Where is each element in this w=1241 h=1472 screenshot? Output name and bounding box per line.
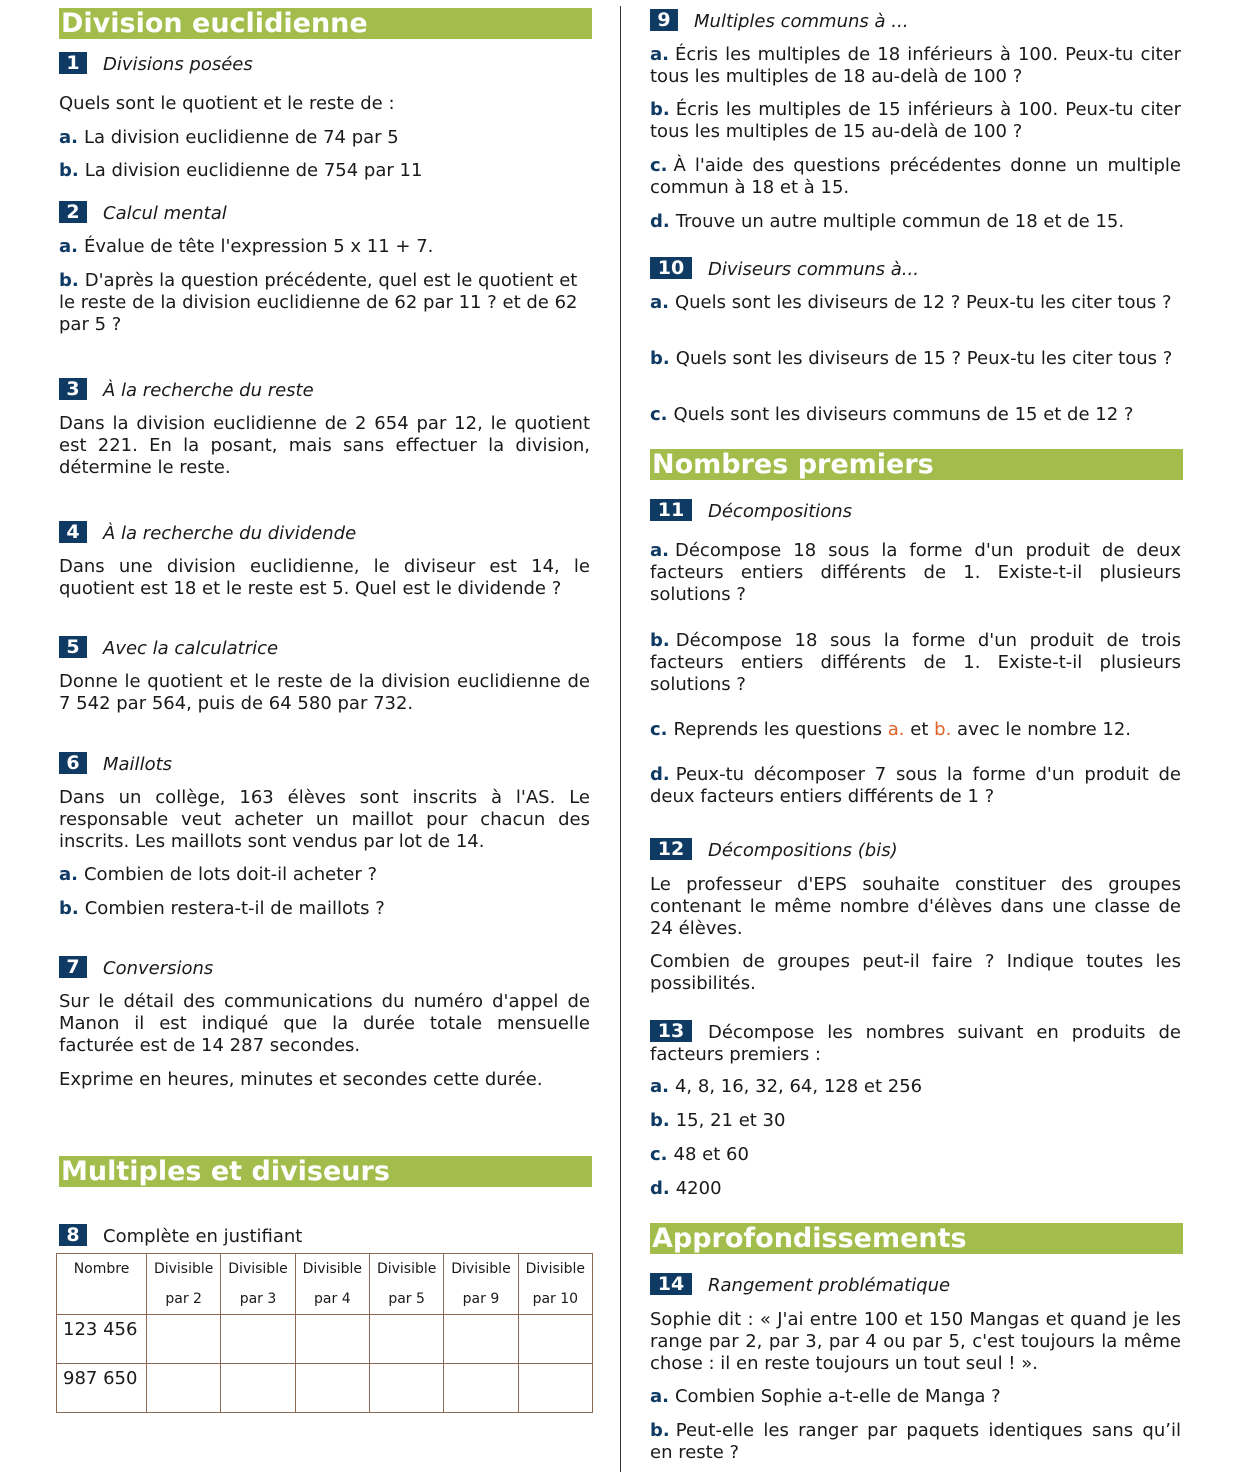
exercise-13-question-d — [650, 1178, 1181, 1200]
exercise-title: Diviseurs communs à... — [708, 259, 919, 280]
exercise-title: Décompositions (bis) — [708, 840, 898, 861]
question-label: a. — [650, 44, 669, 65]
exercise-14-question-a — [650, 1386, 1181, 1408]
exercise-13-question-a — [650, 1076, 1181, 1098]
table-header-row — [57, 1254, 593, 1315]
question-label: b. — [59, 270, 79, 291]
exercise-4-text: Dans une division euclidienne, le diviseur est 14, le quotient est 18 et le reste est 5. Quel est le dividende ? — [59, 556, 590, 599]
exercise-10-question-c — [650, 404, 1181, 426]
table-cell-number: 123 456 — [57, 1315, 147, 1364]
table-header-cell — [369, 1254, 443, 1315]
question-label: c. — [650, 155, 668, 176]
question-text: Peut-elle les ranger par paquets identiques sans qu’il en reste ? — [650, 1420, 1181, 1463]
exercise-title: Multiples communs à ... — [694, 11, 909, 32]
exercise-number: 13 — [650, 1020, 692, 1042]
exercise-11-question-a — [650, 540, 1181, 606]
table-cell-answer[interactable] — [369, 1315, 443, 1364]
table-row — [57, 1364, 593, 1413]
exercise-9-question-c — [650, 155, 1181, 199]
section-title-multiples: Multiples et diviseurs — [59, 1156, 592, 1187]
question-label: b. — [59, 160, 79, 181]
table-cell-answer[interactable] — [444, 1315, 518, 1364]
header-line-2: par 10 — [532, 1291, 579, 1307]
question-label: b. — [650, 630, 670, 651]
exercise-11-question-c — [650, 719, 1181, 741]
exercise-14-text: Sophie dit : « J'ai entre 100 et 150 Mangas et quand je les range par 2, par 3, par 4 ou par 5, c'est toujours la même chose : il en reste toujours un tout seul ! ». — [650, 1309, 1181, 1374]
exercise-14-question-b — [650, 1420, 1181, 1464]
table-cell-answer[interactable] — [518, 1364, 592, 1413]
question-label: b. — [650, 1110, 670, 1131]
exercise-number: 1 — [59, 52, 87, 74]
question-label: d. — [650, 764, 670, 785]
question-label: d. — [650, 211, 670, 232]
question-text: Trouve un autre multiple commun de 18 et de 15. — [675, 211, 1125, 232]
exercise-title: Complète en justifiant — [103, 1226, 303, 1247]
divisibility-table — [56, 1253, 593, 1413]
exercise-9-question-b — [650, 99, 1181, 143]
exercise-5-header — [59, 636, 590, 661]
question-text: Quels sont les diviseurs de 15 ? Peux-tu les citer tous ? — [675, 348, 1173, 369]
exercise-9-question-a — [650, 44, 1181, 88]
exercise-number: 4 — [59, 521, 87, 543]
question-text: Écris les multiples de 15 inférieurs à 100. Peux-tu citer tous les multiples de 15 au-delà de 100 ? — [650, 99, 1181, 142]
exercise-number: 11 — [650, 499, 692, 521]
table-cell-answer[interactable] — [369, 1364, 443, 1413]
exercise-9-question-d — [650, 211, 1181, 233]
column-divider — [620, 6, 621, 1472]
exercise-11-header — [650, 499, 1181, 524]
exercise-6-header — [59, 752, 590, 777]
table-cell-answer[interactable] — [147, 1364, 221, 1413]
table-cell-answer[interactable] — [147, 1315, 221, 1364]
exercise-1-question-a — [59, 127, 590, 149]
table-header-nombre: Nombre — [57, 1254, 147, 1315]
exercise-title: Maillots — [103, 754, 173, 775]
question-text: Reprends les questions — [673, 719, 883, 740]
exercise-6-question-a — [59, 864, 590, 886]
question-text: La division euclidienne de 74 par 5 — [83, 127, 399, 148]
table-cell-answer[interactable] — [221, 1364, 295, 1413]
question-label: b. — [650, 1420, 670, 1441]
question-label: a. — [650, 292, 669, 313]
question-label: c. — [650, 719, 668, 740]
question-text: À l'aide des questions précédentes donne un multiple commun à 18 et à 15. — [650, 155, 1181, 198]
exercise-number: 9 — [650, 9, 678, 31]
section-title-approfondissements: Approfondissements — [650, 1223, 1183, 1254]
table-cell-answer[interactable] — [295, 1364, 369, 1413]
exercise-2-header — [59, 201, 590, 226]
exercise-number: 2 — [59, 201, 87, 223]
exercise-5-text: Donne le quotient et le reste de la division euclidienne de 7 542 par 564, puis de 64 580 par 732. — [59, 671, 590, 714]
question-text: D'après la question précédente, quel est le quotient et le reste de la division euclidienne de 62 par 11 ? et de 62 par 5 ? — [59, 270, 578, 335]
exercise-11-question-b — [650, 630, 1181, 696]
exercise-number: 8 — [59, 1224, 87, 1246]
exercise-2-question-a — [59, 236, 590, 258]
exercise-10-question-b — [650, 348, 1181, 370]
question-text: Écris les multiples de 18 inférieurs à 100. Peux-tu citer tous les multiples de 18 au-delà de 100 ? — [650, 44, 1181, 87]
exercise-title: Rangement problématique — [708, 1275, 951, 1296]
exercise-12-text-2: Combien de groupes peut-il faire ? Indique toutes les possibilités. — [650, 951, 1181, 994]
exercise-13-text — [650, 1020, 1181, 1066]
question-text: Quels sont les diviseurs communs de 15 et de 12 ? — [673, 404, 1134, 425]
header-line-1: Divisible — [302, 1261, 363, 1277]
header-line-1: Divisible — [153, 1261, 214, 1277]
table-cell-number: 987 650 — [57, 1364, 147, 1413]
exercise-title: À la recherche du reste — [103, 380, 314, 401]
exercise-title: Décompositions — [708, 501, 853, 522]
question-text: avec le nombre 12. — [957, 719, 1132, 740]
table-header-cell — [444, 1254, 518, 1315]
exercise-7-text-2: Exprime en heures, minutes et secondes cette durée. — [59, 1069, 543, 1090]
exercise-1-question-b — [59, 160, 590, 182]
exercise-13-question-b — [650, 1110, 1181, 1132]
question-label: c. — [650, 1144, 668, 1165]
question-label: a. — [59, 864, 78, 885]
question-text: Évalue de tête l'expression 5 x 11 + 7. — [83, 236, 434, 257]
table-header-cell — [295, 1254, 369, 1315]
question-text: La division euclidienne de 754 par 11 — [84, 160, 423, 181]
exercise-8-header — [59, 1224, 590, 1249]
exercise-number: 6 — [59, 752, 87, 774]
table-cell-answer[interactable] — [295, 1315, 369, 1364]
section-title-premiers: Nombres premiers — [650, 449, 1183, 480]
exercise-2-question-b — [59, 270, 590, 336]
question-text: Combien restera-t-il de maillots ? — [84, 898, 385, 919]
exercise-7-header — [59, 956, 590, 981]
header-line-2: par 2 — [165, 1291, 202, 1307]
header-line-1: Divisible — [451, 1261, 511, 1277]
question-text: Combien de lots doit-il acheter ? — [83, 864, 378, 885]
question-label: c. — [650, 404, 668, 425]
header-line-2: par 4 — [314, 1291, 351, 1307]
question-text: Décompose 18 sous la forme d'un produit de deux facteurs entiers différents de 1. Existe-t-il plusieurs solutions ? — [650, 540, 1181, 605]
exercise-9-header — [650, 9, 1181, 34]
exercise-number: 7 — [59, 956, 87, 978]
header-line-1: Divisible — [376, 1261, 437, 1277]
header-line-2: par 3 — [239, 1291, 277, 1307]
question-label: a. — [650, 540, 669, 561]
header-line-1: Divisible — [525, 1261, 586, 1277]
exercise-3-header — [59, 378, 590, 403]
exercise-number: 10 — [650, 257, 692, 279]
question-text: 48 et 60 — [673, 1144, 749, 1165]
header-line-1: Divisible — [228, 1261, 288, 1277]
table-cell-answer[interactable] — [518, 1315, 592, 1364]
exercise-14-header — [650, 1273, 1181, 1298]
question-label: b. — [650, 99, 670, 120]
question-label: b. — [59, 898, 79, 919]
question-label: a. — [59, 236, 78, 257]
question-text: Peux-tu décomposer 7 sous la forme d'un produit de deux facteurs entiers différents de 1 ? — [650, 764, 1181, 807]
exercise-10-header — [650, 257, 1181, 282]
question-label: b. — [650, 348, 670, 369]
question-text: et — [910, 719, 929, 740]
question-label: a. — [650, 1386, 669, 1407]
question-label: a. — [650, 1076, 669, 1097]
exercise-11-question-d — [650, 764, 1181, 808]
exercise-6-text: Dans un collège, 163 élèves sont inscrits à l'AS. Le responsable veut acheter un maillot pour chacun des inscrits. Les maillots sont vendus par lot de 14. — [59, 787, 590, 852]
question-text: Décompose 18 sous la forme d'un produit de trois facteurs entiers différents de 1. Existe-t-il plusieurs solutions ? — [650, 630, 1181, 695]
question-label: d. — [650, 1178, 670, 1199]
exercise-1-intro: Quels sont le quotient et le reste de : — [59, 93, 395, 114]
exercise-4-header — [59, 521, 590, 546]
table-row — [57, 1315, 593, 1364]
question-label: a. — [59, 127, 78, 148]
table-cell-answer[interactable] — [444, 1364, 518, 1413]
exercise-12-text: Le professeur d'EPS souhaite constituer des groupes contenant le même nombre d'élèves dans une classe de 24 élèves. — [650, 874, 1181, 939]
table-header-cell — [147, 1254, 221, 1315]
exercise-13-question-c — [650, 1144, 1181, 1166]
table-header-cell — [518, 1254, 592, 1315]
question-reference-a: a. — [887, 719, 905, 740]
exercise-10-question-a — [650, 292, 1181, 314]
exercise-title: Divisions posées — [103, 54, 253, 75]
question-reference-b: b. — [934, 719, 952, 740]
table-header-cell — [221, 1254, 295, 1315]
exercise-3-text: Dans la division euclidienne de 2 654 par 12, le quotient est 221. En la posant, mais sans effectuer la division, détermine le reste. — [59, 413, 590, 478]
question-text: Combien Sophie a-t-elle de Manga ? — [674, 1386, 1001, 1407]
question-text: 4200 — [675, 1178, 722, 1199]
question-text: Quels sont les diviseurs de 12 ? Peux-tu les citer tous ? — [674, 292, 1172, 313]
exercise-statement: Décompose les nombres suivant en produits de facteurs premiers : — [650, 1022, 1181, 1065]
header-line-2: par 5 — [388, 1291, 425, 1307]
exercise-title: À la recherche du dividende — [103, 523, 357, 544]
exercise-6-question-b — [59, 898, 590, 920]
table-cell-answer[interactable] — [221, 1315, 295, 1364]
question-text: 15, 21 et 30 — [675, 1110, 786, 1131]
exercise-number: 12 — [650, 838, 692, 860]
exercise-title: Calcul mental — [103, 203, 227, 224]
exercise-7-text: Sur le détail des communications du numéro d'appel de Manon il est indiqué que la durée totale mensuelle facturée est de 14 287 secondes. — [59, 991, 590, 1056]
exercise-title: Avec la calculatrice — [103, 638, 279, 659]
header-line-2: par 9 — [462, 1291, 500, 1307]
exercise-title: Conversions — [103, 958, 214, 979]
exercise-number: 3 — [59, 378, 87, 400]
exercise-number: 5 — [59, 636, 87, 658]
question-text: 4, 8, 16, 32, 64, 128 et 256 — [674, 1076, 923, 1097]
exercise-number: 14 — [650, 1273, 692, 1295]
exercise-12-header — [650, 838, 1181, 863]
section-title-division: Division euclidienne — [59, 8, 592, 39]
exercise-1-header — [59, 52, 590, 77]
